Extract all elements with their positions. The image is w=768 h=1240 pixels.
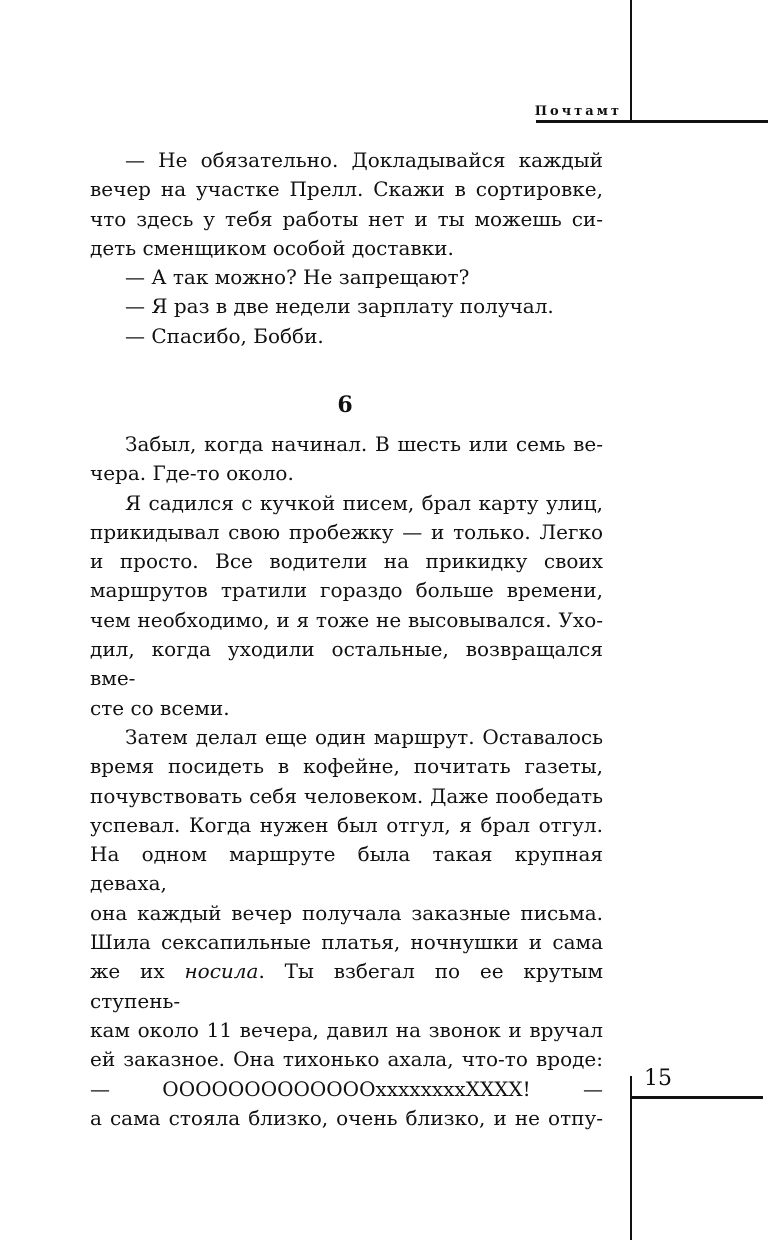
text-line: Затем делал еще один маршрут. Оставалось xyxy=(125,724,603,749)
footer-vertical-rule xyxy=(630,1076,632,1240)
text-line: прикидывал свою пробежку — и только. Легко xyxy=(90,519,603,544)
running-title: Почтамт xyxy=(534,104,622,119)
text-line: дил, когда уходили остальные, возвращался вме- xyxy=(90,637,603,691)
text-line: она каждый вечер получала заказные письма. xyxy=(90,900,603,925)
text-line: — Я раз в две недели зарплату получал. xyxy=(125,294,554,319)
text-line: Я садился с кучкой писем, брал карту улиц, xyxy=(125,490,603,515)
text-line: — Не обязательно. Докладывайся каждый xyxy=(125,148,603,172)
text-line: Шила сексапильные платья, ночнушки и сама xyxy=(90,930,603,955)
text-line: На одном маршруте была такая крупная деваха, xyxy=(90,842,603,896)
chapter-heading: 6 xyxy=(337,392,353,418)
text-line: вечер на участке Прелл. Скажи в сортировке, xyxy=(90,177,603,202)
text-line: ей заказное. Она тихонько ахала, что-то вроде: xyxy=(90,1047,603,1072)
text-line: — А так можно? Не запрещают? xyxy=(125,265,470,290)
text-fragment: же их xyxy=(90,959,185,984)
footer-horizontal-rule xyxy=(630,1096,763,1099)
text-line: чера. Где-то около. xyxy=(90,461,294,486)
page-number: 15 xyxy=(644,1066,672,1091)
header-vertical-rule xyxy=(630,0,632,122)
text-line: деть сменщиком особой доставки. xyxy=(90,235,454,260)
chapter-body xyxy=(90,430,603,1133)
emphasized-word: носила xyxy=(184,959,259,984)
text-line: — ООООООООООООOxxxxxxxxXXXX! — xyxy=(90,1076,603,1101)
text-line: Забыл, когда начинал. В шесть или семь ве- xyxy=(125,432,603,456)
text-line: кам около 11 вечера, давил на звонок и вручал xyxy=(90,1017,603,1042)
text-line: почувствовать себя человеком. Даже пообедать xyxy=(90,783,603,808)
text-line: и просто. Все водители на прикидку своих xyxy=(90,549,603,574)
text-line-with-emphasis xyxy=(90,957,603,1016)
text-line: успевал. Когда нужен был отгул, я брал отгул. xyxy=(90,812,603,837)
text-line: что здесь у тебя работы нет и ты можешь си- xyxy=(90,206,603,231)
text-line: время посидеть в кофейне, почитать газеты, xyxy=(90,754,603,779)
text-line: — Спасибо, Бобби. xyxy=(125,323,324,348)
text-line: сте со всеми. xyxy=(90,695,230,720)
dialogue-block xyxy=(90,146,603,351)
header-horizontal-rule xyxy=(536,120,768,123)
text-line: чем необходимо, и я тоже не высовывался. Ухо- xyxy=(90,607,603,632)
text-fragment: . Ты взбегал по ее крутым ступень- xyxy=(90,959,603,1013)
text-line: маршрутов тратили гораздо больше времени, xyxy=(90,578,603,603)
text-line: а сама стояла близко, очень близко, и не отпу- xyxy=(90,1105,603,1130)
